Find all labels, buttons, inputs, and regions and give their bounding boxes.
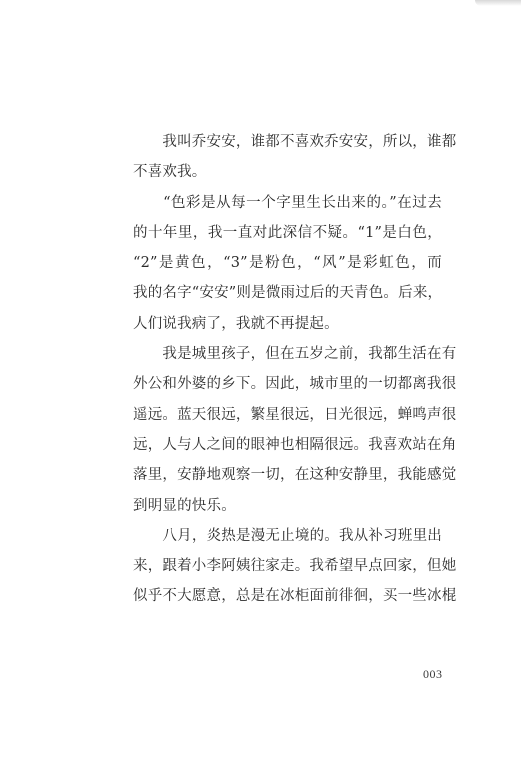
body-text <box>133 127 457 612</box>
text-line: 我的名字“安安”则是微雨过后的天青色。后来， <box>133 285 443 302</box>
text-line: 外公和外婆的乡下。因此，城市里的一切都离我很 <box>133 376 457 393</box>
text-line: 来，跟着小李阿姨往家走。我希望早点回家，但她 <box>133 558 457 575</box>
text-line: 到明显的快乐。 <box>133 497 236 514</box>
text-line: 落里，安静地观察一切，在这种安静里，我能感觉 <box>133 467 457 484</box>
text-line: “2”是黄色，“3”是粉色，“风”是彩虹色，而 <box>133 255 442 272</box>
page-number: 003 <box>423 667 443 681</box>
text-line: 遥远。蓝天很远，繁星很远，日光很远，蝉鸣声很 <box>133 406 457 423</box>
text-line: 八月，炎热是漫无止境的。我从补习班里出 <box>133 527 442 544</box>
text-line: “色彩是从每一个字里生长出来的。”在过去 <box>133 194 442 211</box>
text-line: 人们说我病了，我就不再提起。 <box>133 315 339 332</box>
text-line: 不喜欢我。 <box>133 164 207 181</box>
page-curl-shadow <box>475 0 521 6</box>
text-line: 我叫乔安安，谁都不喜欢乔安安，所以，谁都 <box>133 134 457 150</box>
text-line: 似乎不大愿意，总是在冰柜面前徘徊，买一些冰棍 <box>133 588 457 605</box>
text-line: 的十年里，我一直对此深信不疑。“1”是白色， <box>133 224 442 241</box>
text-line: 远，人与人之间的眼神也相隔很远。我喜欢站在角 <box>133 436 457 453</box>
text-line: 我是城里孩子，但在五岁之前，我都生活在有 <box>133 346 457 363</box>
